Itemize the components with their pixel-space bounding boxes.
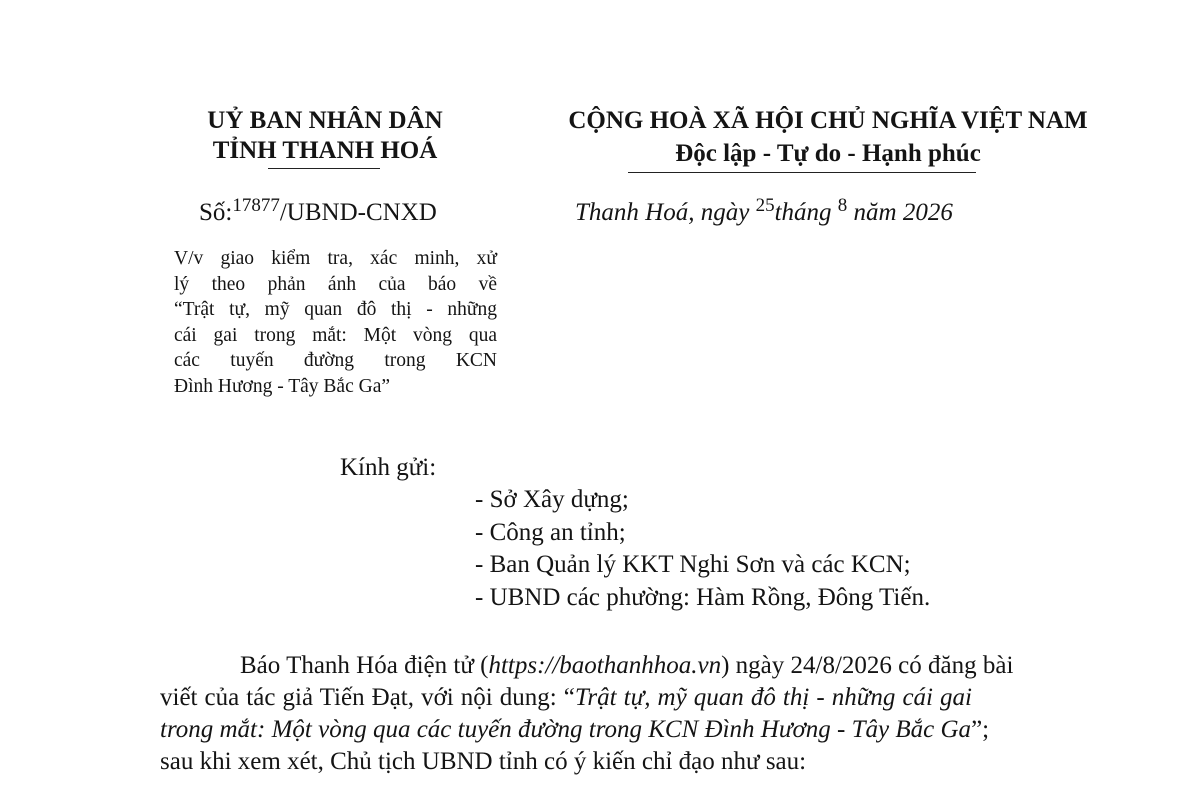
document-number-suffix: /UBND-CNXD [279,199,437,226]
body-text: viết của tác giả Tiến Đạt, với nội dung: “ [160,684,575,711]
issue-date [575,195,953,227]
subject-line: V/v giao kiểm tra, xác minh, xử [174,248,497,269]
body-line-4 [160,746,972,778]
issuer-line-2: TỈNH THANH HOÁ [212,137,438,164]
subject-line: các tuyến đường trong KCN [174,350,497,372]
newspaper-url[interactable]: https://baothanhhoa.vn [488,652,722,679]
salutation: Kính gửi: [340,454,437,481]
date-month-label: tháng [774,199,832,226]
date-month: 8 [837,195,848,216]
subject-line: cái gai trong mắt: Một vòng qua [174,324,497,346]
document-number-prefix: Số: [199,199,233,226]
date-prefix: Thanh Hoá, ngày [575,199,750,226]
subject-block [174,246,497,400]
subject-line: “Trật tự, mỹ quan đô thị - những [174,299,497,321]
article-title: trong mắt: Một vòng qua các tuyến đường trong KCN Đình Hương - Tây Bắc Ga [160,716,972,743]
issuer-line-1: UỶ BAN NHÂN DÂN [207,107,443,134]
issuer-underline [268,168,380,169]
body-text: ) ngày 24/8/2026 có đăng bài [721,652,1014,679]
body-text: sau khi xem xét, Chủ tịch UBND tỉnh có ý kiến chỉ đạo như sau: [160,748,807,775]
national-title: CỘNG HOÀ XÃ HỘI CHỦ NGHĨA VIỆT NAM [568,107,1088,134]
body-line-1 [160,650,1014,682]
document-number [199,195,437,227]
body-paragraph [160,650,1014,778]
body-text: Báo Thanh Hóa điện tử ( [240,652,489,679]
date-year: năm 2026 [853,199,953,226]
recipient-item: - Công an tỉnh; [475,519,626,546]
national-motto: Độc lập - Tự do - Hạnh phúc [675,140,981,167]
body-text: ”; [971,716,990,743]
date-day: 25 [755,195,775,216]
recipient-item: - Ban Quản lý KKT Nghi Sơn và các KCN; [475,551,911,578]
document-number-value: 17877 [232,195,280,216]
recipient-item: - UBND các phường: Hàm Rồng, Đông Tiến. [475,584,931,611]
subject-line: lý theo phản ánh của báo về [174,273,497,295]
body-line-2 [160,682,972,714]
recipient-item: - Sở Xây dựng; [475,486,629,513]
motto-underline [628,172,976,173]
body-line-3 [160,714,990,746]
article-title: Trật tự, mỹ quan đô thị - những cái gai [574,684,972,711]
subject-line: Đình Hương - Tây Bắc Ga” [174,375,391,397]
